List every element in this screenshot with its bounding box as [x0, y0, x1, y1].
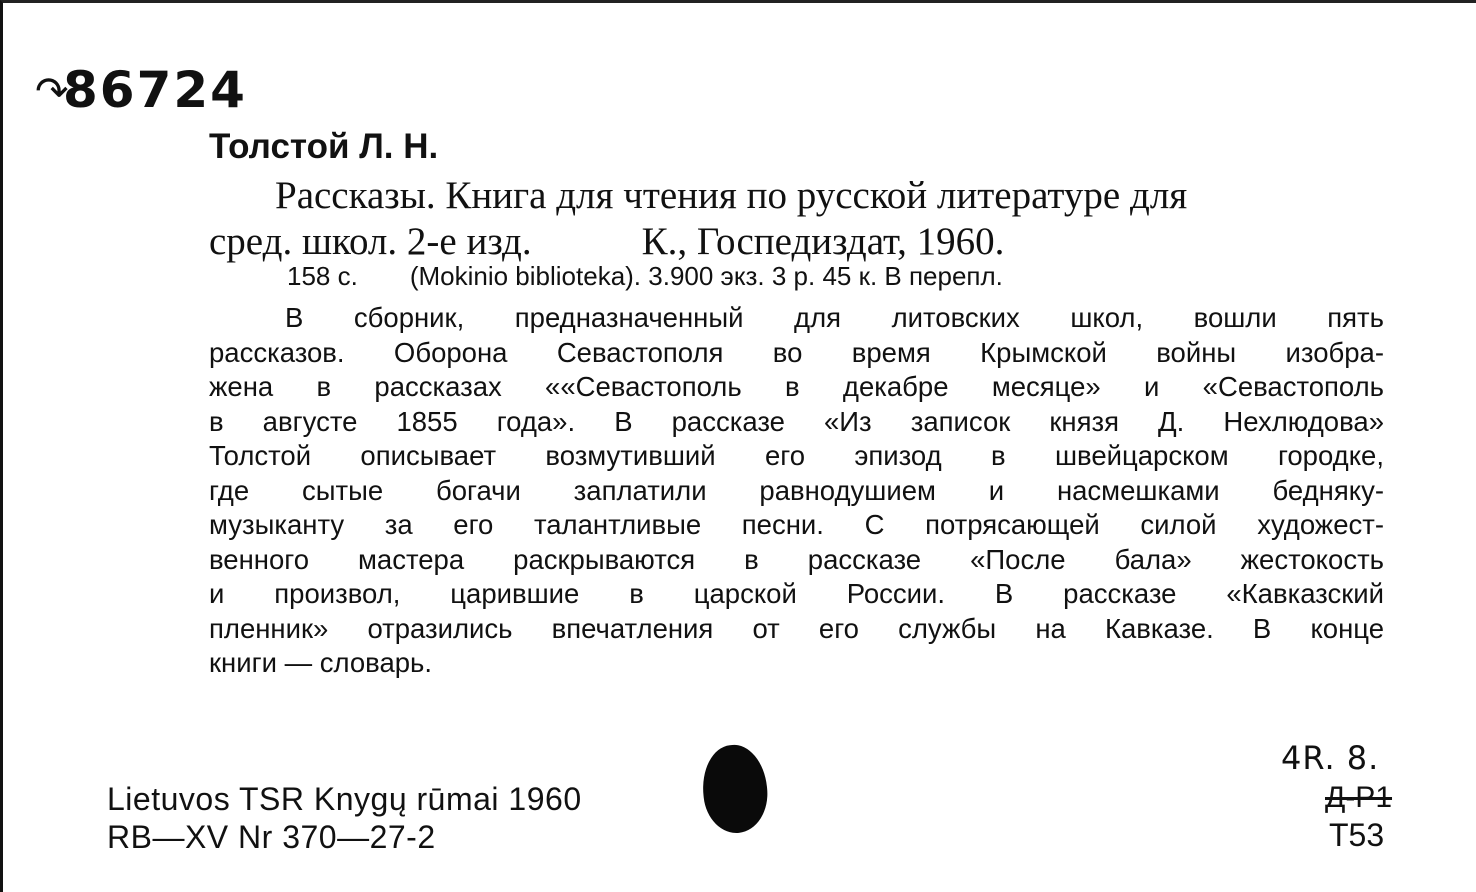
annotation-line: в августе 1855 года». В рассказе «Из записок князя Д. Нехлюдова»: [209, 405, 1384, 437]
classification-code: Т53: [1329, 817, 1385, 853]
annotation-paragraph: [209, 301, 1384, 681]
annotation-line: где сытые богачи заплатили равнодушием и насмешками бедняку-: [209, 474, 1384, 506]
annotation-line: пленник» отразились впечатления от его службы на Кавказе. В конце: [209, 612, 1384, 644]
struck-classification-code: Д-Р1: [1325, 781, 1393, 814]
imprint-line: [287, 261, 1003, 292]
series-price-text: (Mokinio biblioteka). 3.900 экз. 3 р. 45 к. В перепл.: [409, 261, 1003, 291]
annotation-line: В сборник, предназначенный для литовских школ, вошли пять: [285, 302, 1384, 333]
handwritten-shelf-code: 4R. 8.: [1281, 739, 1380, 777]
registration-number: RB—XV Nr 370—27-2: [107, 819, 436, 855]
annotation-line: венного мастера раскрываются в рассказе «После бала» жестокость: [209, 543, 1384, 575]
ink-blot: [699, 742, 772, 836]
annotation-line: книги — словарь.: [209, 647, 433, 678]
annotation-line: и произвол, царившие в царской России. В рассказе «Кавказский: [209, 578, 1384, 609]
handwritten-card-number: 86724: [63, 61, 247, 119]
annotation-line: музыканту за его талантливые песни. С потрясающей силой художест-: [209, 509, 1384, 540]
edition-text: сред. школ. 2-е изд.: [209, 220, 532, 263]
handwritten-arrow-mark: ↷: [35, 69, 69, 115]
publication-place-text: К., Госпедиздат, 1960.: [641, 220, 1005, 263]
title-line-1: Рассказы. Книга для чтения по русской литературе для: [275, 174, 1188, 217]
annotation-line: жена в рассказах ««Севастополь в декабре месяце» и «Севастополь: [209, 371, 1384, 402]
annotation-line: рассказов. Оборона Севастополя во время Крымской войны изобра-: [209, 336, 1384, 368]
annotation-line: Толстой описывает возмутивший его эпизод в швейцарском городке,: [209, 440, 1384, 471]
page-count: 158 с.: [287, 261, 358, 291]
author-heading: Толстой Л. Н.: [209, 127, 439, 166]
publisher-line: Lietuvos TSR Knygų rūmai 1960: [107, 781, 582, 817]
title-line-2: [209, 219, 1004, 264]
